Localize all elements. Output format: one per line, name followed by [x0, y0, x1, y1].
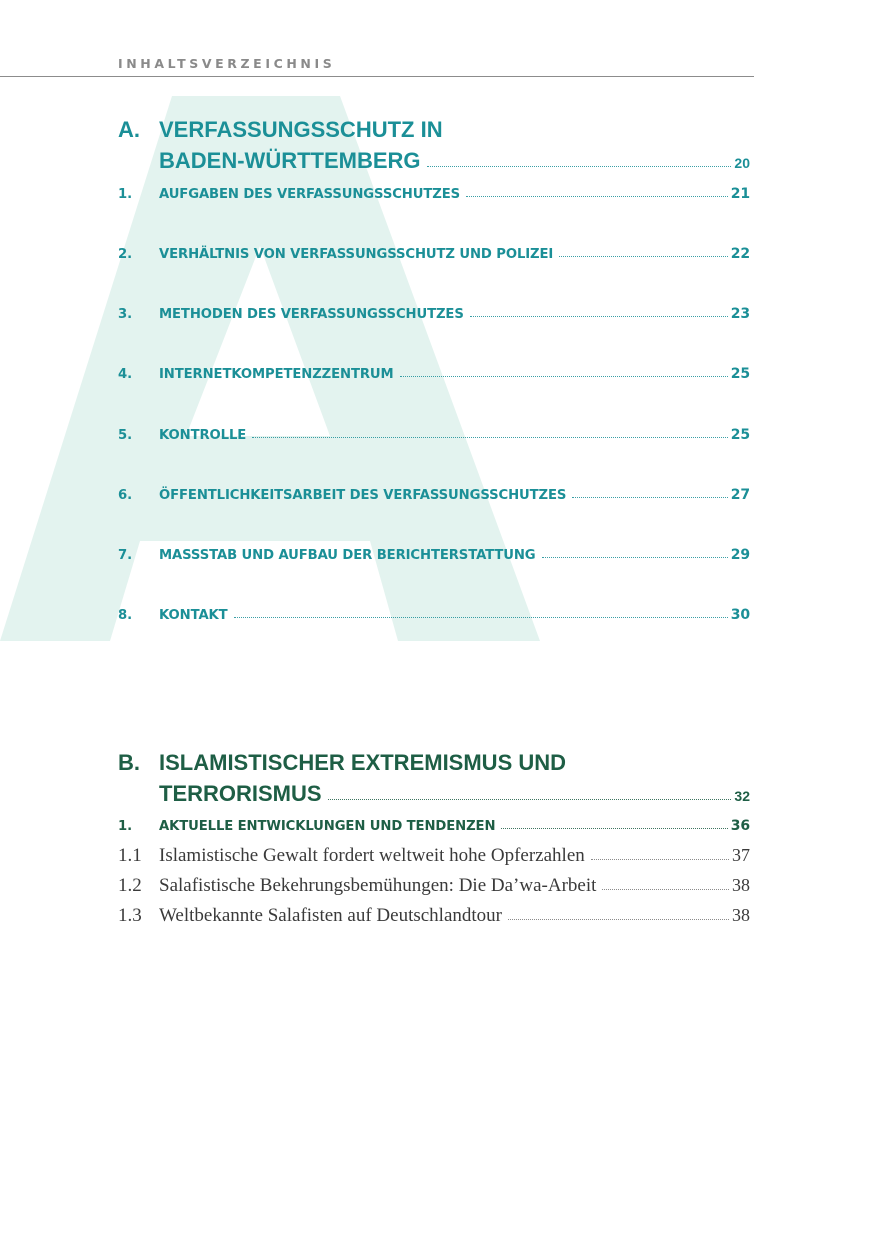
toc-entry-a7[interactable]: 7. MASSSTAB UND AUFBAU DER BERICHTERSTATTUNG 29: [118, 547, 750, 563]
dot-leader: [591, 859, 729, 860]
section-b-heading-line2[interactable]: [118, 781, 750, 807]
section-a-letter: A.: [118, 117, 140, 142]
toc-entry-b1[interactable]: 1. AKTUELLE ENTWICKLUNGEN UND TENDENZEN 36: [118, 818, 750, 834]
page-header-title: INHALTSVERZEICHNIS: [118, 56, 336, 71]
section-a-title-line1: VERFASSUNGSSCHUTZ IN: [159, 117, 443, 142]
toc-entry-a8[interactable]: 8. KONTAKT 30: [118, 607, 750, 623]
toc-entry-a4[interactable]: 4. INTERNETKOMPETENZZENTRUM 25: [118, 366, 750, 382]
toc-entry-a3[interactable]: 3. METHODEN DES VERFASSUNGSSCHUTZES 23: [118, 306, 750, 322]
toc-subentry-b1-1[interactable]: 1.1 Islamistische Gewalt fordert weltweit hohe Opferzahlen 37: [118, 845, 750, 866]
dot-leader: [559, 256, 727, 257]
dot-leader: [252, 437, 728, 438]
toc-entry-a2[interactable]: 2. VERHÄLTNIS VON VERFASSUNGSSCHUTZ UND POLIZEI 22: [118, 246, 750, 262]
dot-leader: [542, 557, 728, 558]
dot-leader: [400, 376, 728, 377]
dot-leader: [602, 889, 729, 890]
section-a-heading-line2[interactable]: [118, 148, 750, 174]
dot-leader: [572, 497, 727, 498]
dot-leader: [466, 196, 728, 197]
section-b-title-line1: ISLAMISTISCHER EXTREMISMUS UND: [159, 750, 567, 775]
section-b-heading-line1[interactable]: [118, 750, 750, 776]
dot-leader: [508, 919, 729, 920]
dot-leader: [501, 828, 727, 829]
dot-leader: [328, 799, 732, 800]
toc-subentry-b1-2[interactable]: 1.2 Salafistische Bekehrungsbemühungen: Die Da’wa-Arbeit 38: [118, 875, 750, 896]
toc-entry-a6[interactable]: 6. ÖFFENTLICHKEITSARBEIT DES VERFASSUNGSSCHUTZES 27: [118, 487, 750, 503]
dot-leader: [427, 166, 732, 167]
toc-entry-a1[interactable]: 1. AUFGABEN DES VERFASSUNGSSCHUTZES 21: [118, 186, 750, 202]
section-a-heading-line1[interactable]: [118, 117, 750, 143]
dot-leader: [234, 617, 728, 618]
section-b-letter: B.: [118, 750, 140, 775]
header-divider: [0, 76, 754, 77]
section-a-page: 20: [734, 155, 750, 171]
section-b-title-line2: TERRORISMUS: [159, 781, 322, 806]
section-a-title-line2: BADEN-WÜRTTEMBERG: [159, 148, 421, 173]
toc-subentry-b1-3[interactable]: 1.3 Weltbekannte Salafisten auf Deutschlandtour 38: [118, 905, 750, 926]
dot-leader: [470, 316, 728, 317]
toc-entry-a5[interactable]: 5. KONTROLLE 25: [118, 427, 750, 443]
section-b-page: 32: [734, 788, 750, 804]
